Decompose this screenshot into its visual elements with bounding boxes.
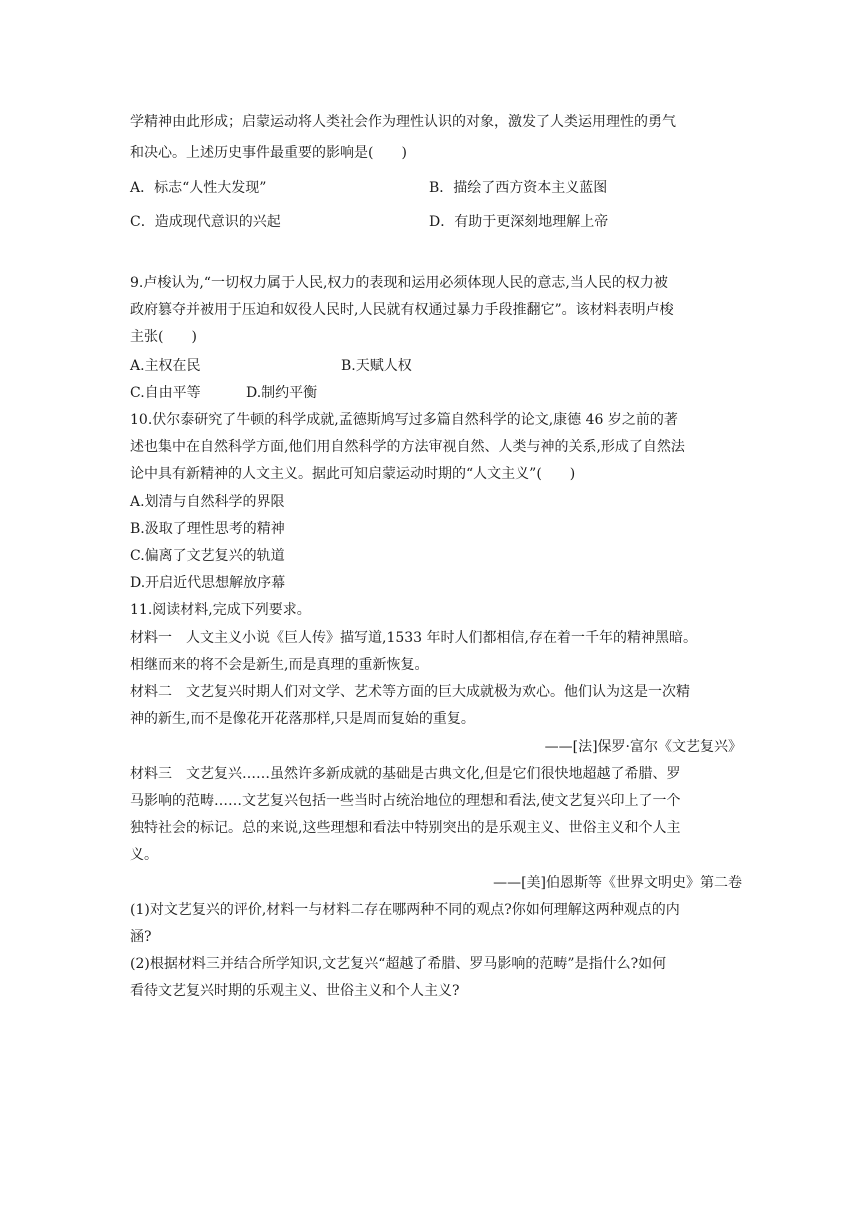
q11-stem: 11.阅读材料,完成下列要求。 (130, 602, 311, 618)
q9-stem-line-2: 政府篡夺并被用于压迫和奴役人民时,人民就有权通过暴力手段推翻它”。该材料表明卢梭 (130, 302, 674, 318)
q8-option-a: A．标志“人性大发现” (130, 180, 267, 196)
q11-material-3-line-4: 义。 (130, 847, 158, 863)
q11-sub-question-1-line-1: (1)对文艺复兴的评价,材料一与材料二存在哪两种不同的观点?你如何理解这两种观点的内 (130, 902, 680, 918)
q11-material-3-source: ——[美]伯恩斯等《世界文明史》第二卷 (493, 875, 742, 891)
q11-material-2-source: ——[法]保罗·富尔《文艺复兴》 (544, 739, 742, 755)
q10-stem-line-1: 10.伏尔泰研究了牛顿的科学成就,孟德斯鸠写过多篇自然科学的论文,康德 46 岁之前的著 (130, 412, 678, 428)
q11-material-1-line-1: 材料一 人文主义小说《巨人传》描写道,1533 年时人们都相信,存在着一千年的精神黑暗。 (130, 630, 697, 646)
q10-option-b: B.汲取了理性思考的精神 (130, 521, 285, 537)
q9-stem-line-3: 主张( ) (130, 329, 197, 345)
q10-stem-line-2: 述也集中在自然科学方面,他们用自然科学的方法审视自然、人类与神的关系,形成了自然法 (130, 439, 685, 455)
q9-option-c: C.自由平等 (130, 385, 201, 401)
q8-stem-line-2: 和决心。上述历史事件最重要的影响是( ) (130, 145, 407, 161)
q10-stem-line-3: 论中具有新精神的人文主义。据此可知启蒙运动时期的“人文主义”( ) (130, 466, 576, 482)
q11-sub-question-2-line-2: 看待文艺复兴时期的乐观主义、世俗主义和个人主义? (130, 983, 460, 999)
q11-sub-question-2-line-1: (2)根据材料三并结合所学知识,文艺复兴“超越了希腊、罗马影响的范畴”是指什么?如何 (130, 956, 667, 972)
q9-option-b: B.天赋人权 (341, 358, 412, 374)
q11-material-1-line-2: 相继而来的将不会是新生,而是真理的重新恢复。 (130, 657, 429, 673)
q11-material-2-line-1: 材料二 文艺复兴时期人们对文学、艺术等方面的巨大成就极为欢心。他们认为这是一次精 (130, 684, 690, 700)
q11-material-3-line-1: 材料三 文艺复兴……虽然许多新成就的基础是古典文化,但是它们很快地超越了希腊、罗 (130, 766, 681, 782)
q8-option-d: D．有助于更深刻地理解上帝 (429, 214, 609, 230)
q8-option-c: C．造成现代意识的兴起 (130, 214, 281, 230)
q9-option-d: D.制约平衡 (246, 385, 318, 401)
q9-stem-line-1: 9.卢梭认为,“一切权力属于人民,权力的表现和运用必须体现人民的意志,当人民的权力被 (130, 275, 668, 291)
q11-material-3-line-2: 马影响的范畴……文艺复兴包括一些当时占统治地位的理想和看法,使文艺复兴印上了一个 (130, 793, 681, 809)
q8-option-b: B．描绘了西方资本主义蓝图 (429, 180, 608, 196)
q9-option-a: A.主权在民 (130, 358, 201, 374)
q11-sub-question-1-line-2: 涵? (130, 929, 152, 945)
q10-option-c: C.偏离了文艺复兴的轨道 (130, 548, 285, 564)
q11-material-3-line-3: 独特社会的标记。总的来说,这些理想和看法中特别突出的是乐观主义、世俗主义和个人主 (130, 820, 681, 836)
q11-material-2-line-2: 神的新生,而不是像花开花落那样,只是周而复始的重复。 (130, 711, 475, 727)
q10-option-a: A.划清与自然科学的界限 (130, 494, 285, 510)
q10-option-d: D.开启近代思想解放序幕 (130, 575, 286, 591)
q8-stem-line-1: 学精神由此形成；启蒙运动将人类社会作为理性认识的对象，激发了人类运用理性的勇气 (130, 114, 676, 130)
